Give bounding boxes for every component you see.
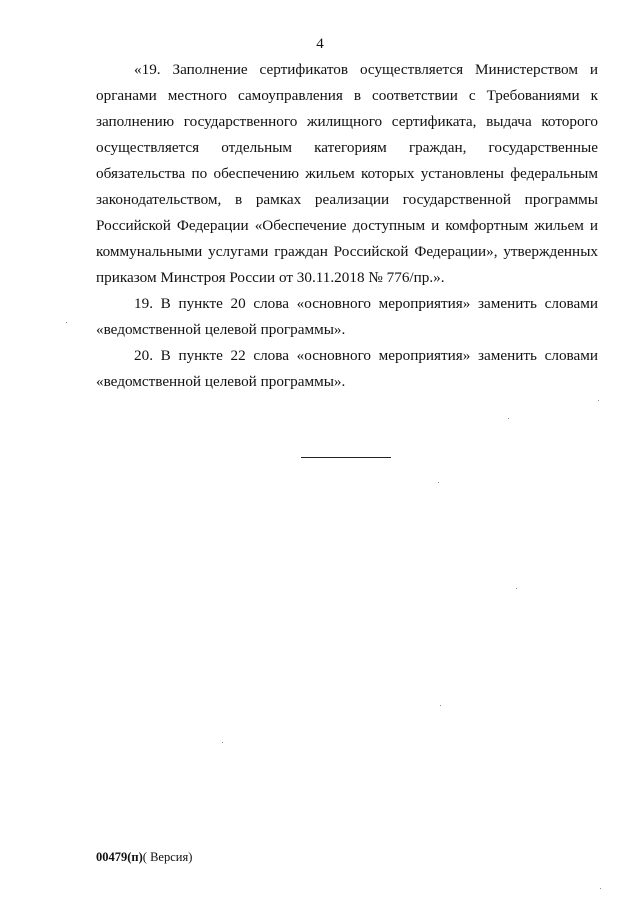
footer-version: ( Версия): [142, 850, 193, 864]
footer-document-code: [96, 850, 192, 865]
closing-divider-line: [301, 457, 391, 458]
footer-code: 00479(п): [96, 850, 143, 864]
paragraph-item-20: 20. В пункте 22 слова «основного мероприятия» заменить словами «ведомственной целевой программы».: [96, 347, 598, 390]
paragraph-clause-19-text: «19. Заполнение сертификатов осуществляется Министерством и органами местного самоуправления в соответствии с Требованиями к заполнению государственного жилищного сертификата, выдача которого осуществляется отдельным категориям граждан, государственные обязательства по обеспечению жильем которых установлены федеральным законодательством, в рамках реализации государственной программы Российской Федерации «Обеспечение доступным и комфортным жильем и коммунальными услугами граждан Российской Федерации», утвержденных приказом Минстроя России от 30.11.2018 № 776/пр.».: [96, 61, 598, 286]
scan-speck: [598, 400, 599, 401]
paragraph-item-19: 19. В пункте 20 слова «основного мероприятия» заменить словами «ведомственной целевой программы».: [96, 295, 598, 338]
scan-speck: [66, 322, 67, 323]
scan-speck: [516, 588, 517, 589]
page-number: 4: [316, 36, 324, 52]
scan-speck: [222, 742, 223, 743]
document-body: [96, 57, 598, 395]
scan-speck: [438, 482, 439, 483]
scan-speck: [508, 418, 509, 419]
scan-speck: [440, 705, 441, 706]
scan-speck: [600, 888, 601, 889]
